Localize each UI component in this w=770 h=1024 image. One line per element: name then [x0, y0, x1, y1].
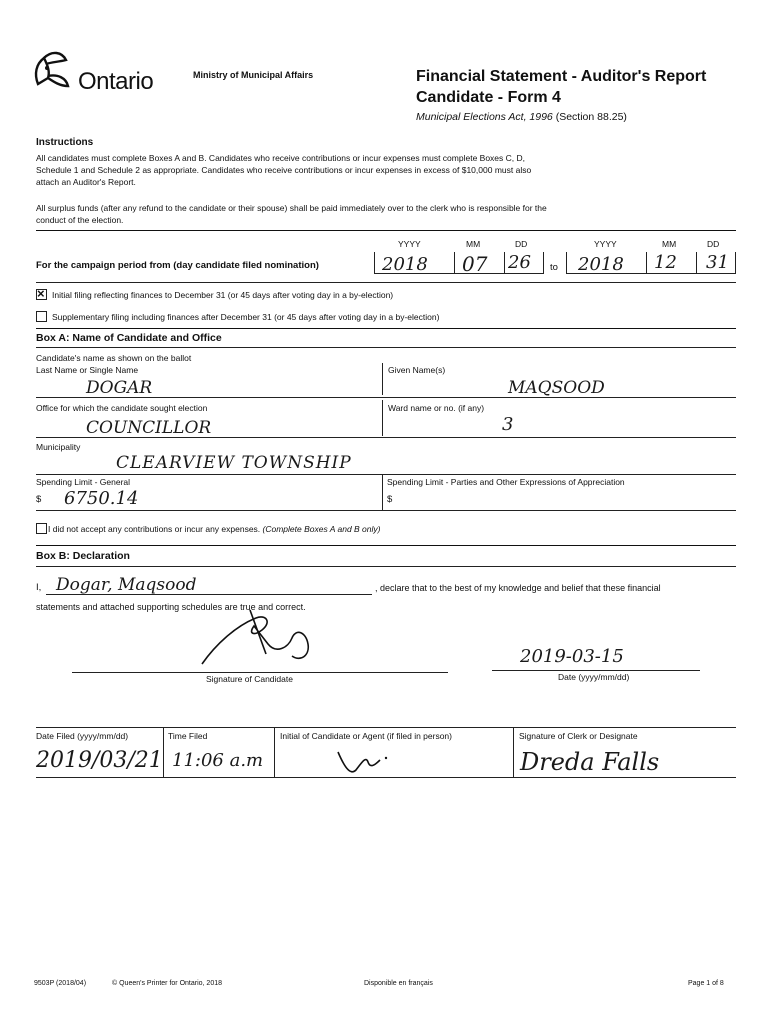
to-yyyy-label: YYYY: [594, 239, 617, 249]
to-mm-label: MM: [662, 239, 677, 249]
ontario-logo: [26, 46, 176, 96]
ward-value[interactable]: 3: [502, 414, 514, 435]
act-name: Municipal Elections Act, 1996: [416, 111, 553, 123]
declaration-i: I,: [36, 582, 42, 593]
ministry-name: Ministry of Municipal Affairs: [193, 70, 314, 80]
footer-page: Page 1 of 8: [688, 980, 724, 987]
instructions-para1-line2: Schedule 1 and Schedule 2 as appropriate. Candidates who receive contributions or incur expenses in excess of $10,000 must also: [36, 165, 532, 175]
name-divider: [382, 363, 383, 395]
divider-box-b: [36, 545, 736, 546]
filing-col3-divider: [513, 727, 514, 777]
period-label: For the campaign period from (day candidate filed nomination): [36, 260, 319, 271]
municipality-value[interactable]: CLEARVIEW TOWNSHIP: [116, 453, 352, 473]
footer-copyright: © Queen's Printer for Ontario, 2018: [112, 980, 222, 987]
given-name-value[interactable]: MAQSOOD: [508, 378, 605, 398]
clerk-signature-value[interactable]: Dreda Falls: [520, 748, 660, 776]
instructions-para1-line3: attach an Auditor's Report.: [36, 177, 136, 187]
act-reference: [416, 111, 627, 123]
logo-text: Ontario: [78, 68, 154, 95]
initial-filing-label: Initial filing reflecting finances to December 31 (or 45 days after voting day in a by-election): [52, 290, 394, 300]
initial-filing-checkbox[interactable]: [36, 289, 47, 300]
from-dd-value: 26: [508, 252, 531, 273]
no-contributions-checkbox[interactable]: [36, 523, 47, 534]
supplementary-filing-checkbox[interactable]: [36, 311, 47, 322]
footer-form-code: 9503P (2018/04): [34, 980, 87, 987]
filing-col2-divider: [274, 727, 275, 777]
date-filed-label: Date Filed (yyyy/mm/dd): [36, 731, 129, 741]
footer-french: Disponible en français: [364, 980, 433, 987]
no-contributions-row: [48, 524, 381, 534]
initial-label: Initial of Candidate or Agent (if filed in person): [280, 731, 452, 741]
municipality-label: Municipality: [36, 442, 81, 452]
box-a-heading: Box A: Name of Candidate and Office: [36, 332, 222, 344]
filing-table-top: [36, 727, 736, 728]
date-line: [492, 670, 700, 671]
last-name-label: Last Name or Single Name: [36, 365, 139, 375]
candidate-name-note: Candidate's name as shown on the ballot: [36, 353, 192, 363]
divider-top: [36, 230, 736, 231]
signature-line: [72, 672, 448, 673]
agent-initial: [334, 746, 394, 780]
time-filed-value[interactable]: 11:06 a.m: [172, 750, 264, 771]
filing-col1-divider: [163, 727, 164, 777]
declaration-text: , declare that to the best of my knowledge and belief that these financial: [375, 583, 661, 593]
trillium-icon: [26, 46, 82, 94]
declarant-line: [46, 594, 372, 595]
instructions-para1-line1: All candidates must complete Boxes A and B. Candidates who receive contributions or incur expenses must complete Boxes C, D,: [36, 153, 525, 163]
no-contributions-note: (Complete Boxes A and B only): [262, 524, 381, 534]
office-row-rule: [36, 437, 736, 438]
to-mm-value: 12: [654, 252, 677, 273]
from-yyyy-value: 2018: [382, 254, 428, 275]
clerk-signature-label: Signature of Clerk or Designate: [519, 731, 638, 741]
no-contributions-label: I did not accept any contributions or incur any expenses.: [48, 524, 261, 534]
to-label: to: [550, 262, 558, 273]
form-title-line1: Financial Statement - Auditor's Report: [416, 68, 707, 85]
spending-divider: [382, 474, 383, 510]
box-b-heading-rule: [36, 566, 736, 567]
date-filed-value[interactable]: 2019/03/21: [36, 748, 163, 773]
name-row-rule: [36, 397, 736, 398]
from-mm-label: MM: [466, 239, 481, 249]
spending-general-currency: $: [36, 494, 42, 505]
supplementary-filing-label: Supplementary filing including finances after December 31 (or 45 days after voting day in a by-election): [52, 312, 440, 322]
to-dd-value: 31: [706, 252, 729, 273]
spending-general-value[interactable]: 6750.14: [64, 488, 139, 509]
spending-general-label: Spending Limit - General: [36, 477, 131, 487]
declarant-name[interactable]: Dogar, Maqsood: [56, 575, 197, 595]
act-section: (Section 88.25): [555, 111, 627, 123]
form-title-line2: Candidate - Form 4: [416, 89, 561, 106]
municipality-row-rule: [36, 474, 736, 475]
spending-parties-currency: $: [387, 494, 393, 505]
instructions-heading: Instructions: [36, 137, 94, 148]
from-dd-label: DD: [515, 239, 528, 249]
instructions-para2-line2: conduct of the election.: [36, 215, 124, 225]
candidate-signature: [196, 604, 336, 674]
divider-period: [36, 282, 736, 283]
to-dd-label: DD: [707, 239, 720, 249]
box-a-heading-rule: [36, 347, 736, 348]
declaration-date-label: Date (yyyy/mm/dd): [558, 672, 630, 682]
from-yyyy-label: YYYY: [398, 239, 421, 249]
office-divider: [382, 400, 383, 436]
declaration-date-value[interactable]: 2019-03-15: [520, 646, 624, 667]
box-b-heading: Box B: Declaration: [36, 550, 130, 562]
from-mm-value: 07: [462, 252, 488, 276]
office-label: Office for which the candidate sought election: [36, 403, 208, 413]
signature-label: Signature of Candidate: [206, 674, 293, 684]
time-filed-label: Time Filed: [168, 731, 208, 741]
filing-table-bottom: [36, 777, 736, 778]
ward-label: Ward name or no. (if any): [388, 403, 485, 413]
divider-box-a: [36, 328, 736, 329]
to-yyyy-value: 2018: [578, 254, 624, 275]
declaration-text-2: statements and attached supporting schedules are true and correct.: [36, 602, 306, 612]
instructions-para2-line1: All surplus funds (after any refund to the candidate or their spouse) shall be paid immediately over to the clerk who is responsible for the: [36, 203, 547, 213]
given-name-label: Given Name(s): [388, 365, 446, 375]
office-value[interactable]: COUNCILLOR: [86, 418, 212, 438]
spending-parties-label: Spending Limit - Parties and Other Expressions of Appreciation: [387, 477, 625, 487]
last-name-value[interactable]: DOGAR: [86, 378, 153, 398]
spending-row-rule: [36, 510, 736, 511]
